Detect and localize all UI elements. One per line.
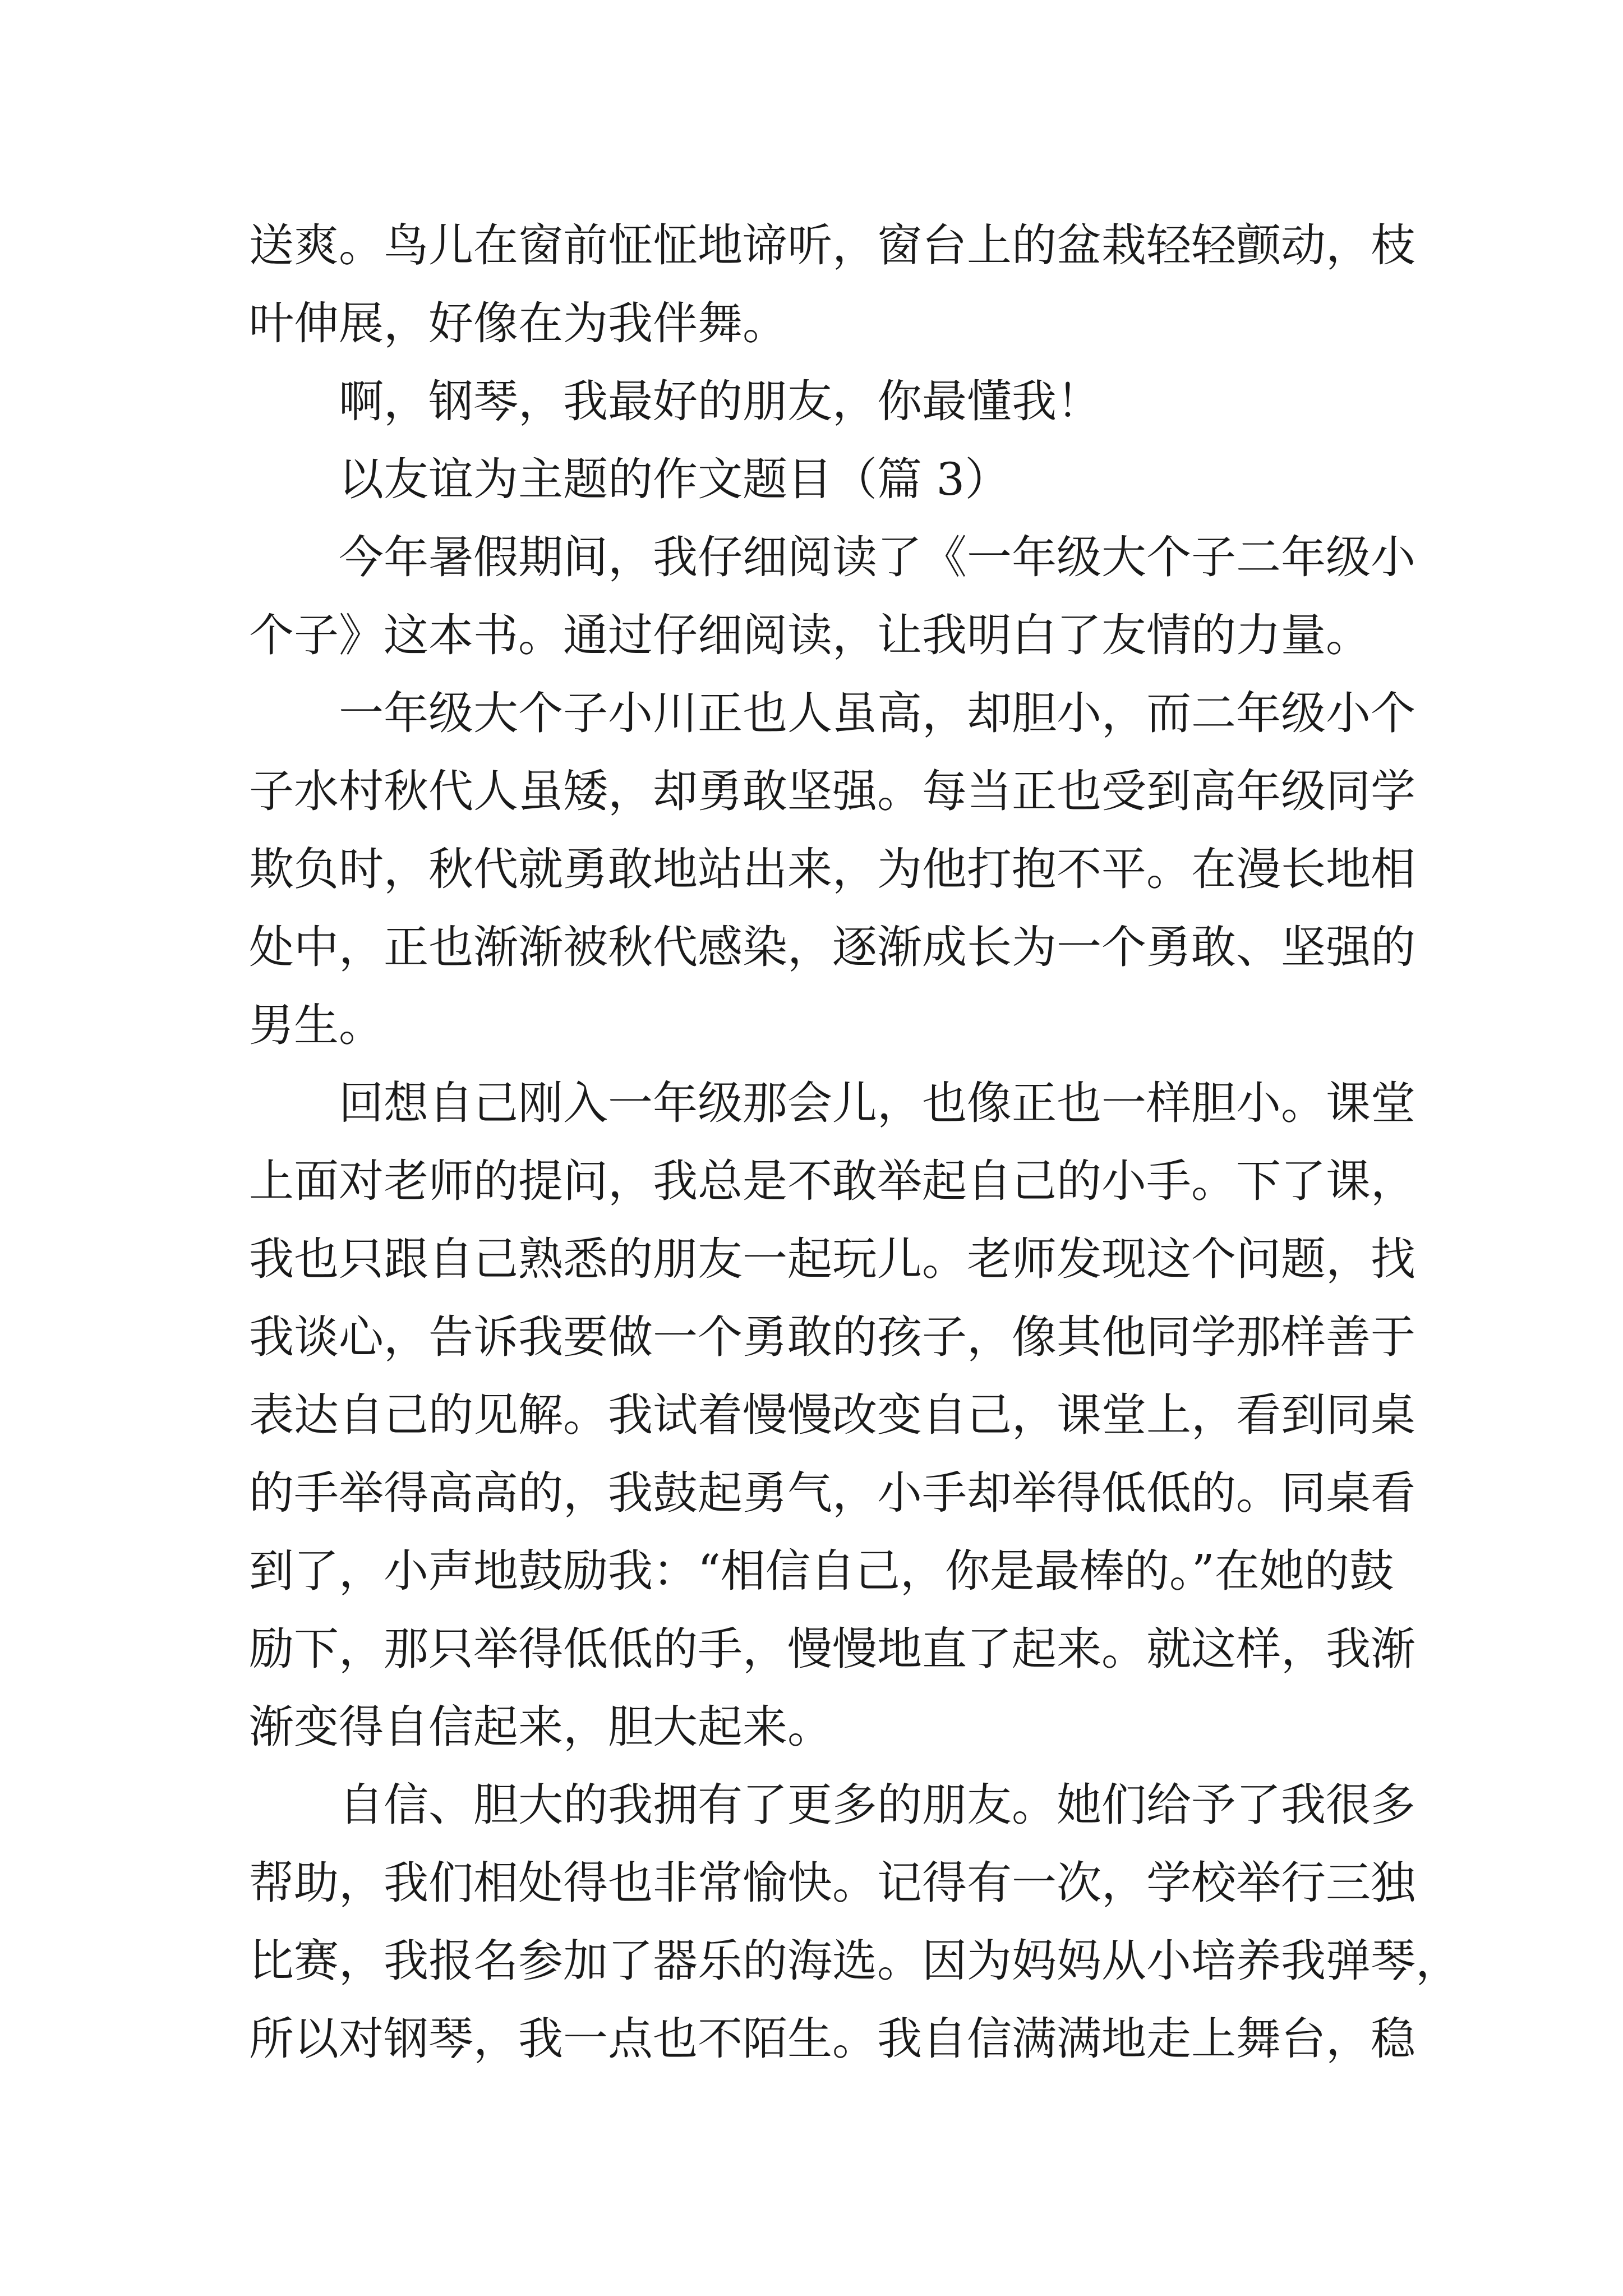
text-line: 自信、胆大的我拥有了更多的朋友。她们给予了我很多 bbox=[339, 1779, 1415, 1831]
text-line: 子水村秋代人虽矮，却勇敢坚强。每当正也受到高年级同学 bbox=[249, 765, 1415, 817]
text-line: 所以对钢琴，我一点也不陌生。我自信满满地走上舞台，稳 bbox=[249, 2013, 1415, 2065]
text-line: 励下，那只举得低低的手，慢慢地直了起来。就这样，我渐 bbox=[249, 1623, 1415, 1675]
text-line: 处中，正也渐渐被秋代感染，逐渐成长为一个勇敢、坚强的 bbox=[249, 921, 1415, 973]
text-line: 到了，小声地鼓励我：“相信自己，你是最棒的。”在她的鼓 bbox=[249, 1545, 1394, 1597]
text-line: 啊，钢琴，我最好的朋友，你最懂我！ bbox=[339, 375, 1101, 427]
text-line: 的手举得高高的，我鼓起勇气，小手却举得低低的。同桌看 bbox=[249, 1467, 1415, 1519]
text-line: 上面对老师的提问，我总是不敢举起自己的小手。下了课， bbox=[249, 1155, 1415, 1207]
text-line: 欺负时，秋代就勇敢地站出来，为他打抱不平。在漫长地相 bbox=[249, 843, 1415, 895]
text-line: 表达自己的见解。我试着慢慢改变自己，课堂上，看到同桌 bbox=[249, 1389, 1415, 1441]
text-line: 我谈心，告诉我要做一个勇敢的孩子，像其他同学那样善于 bbox=[249, 1311, 1415, 1363]
text-line: 渐变得自信起来，胆大起来。 bbox=[249, 1701, 832, 1753]
text-line: 个子》这本书。通过仔细阅读，让我明白了友情的力量。 bbox=[249, 609, 1371, 661]
text-line: 一年级大个子小川正也人虽高，却胆小，而二年级小个 bbox=[339, 687, 1415, 739]
text-line: 叶伸展，好像在为我伴舞。 bbox=[249, 297, 787, 349]
text-line: 以友谊为主题的作文题目（篇 3） bbox=[339, 453, 1010, 505]
text-line: 送爽。鸟儿在窗前怔怔地谛听，窗台上的盆栽轻轻颤动，枝 bbox=[249, 219, 1415, 272]
text-line: 男生。 bbox=[249, 999, 384, 1051]
text-line: 帮助，我们相处得也非常愉快。记得有一次，学校举行三独 bbox=[249, 1857, 1415, 1909]
text-line: 回想自己刚入一年级那会儿，也像正也一样胆小。课堂 bbox=[339, 1077, 1415, 1129]
body-text bbox=[249, 206, 1460, 2078]
text-line: 比赛，我报名参加了器乐的海选。因为妈妈从小培养我弹琴， bbox=[249, 1935, 1460, 1987]
text-line: 我也只跟自己熟悉的朋友一起玩儿。老师发现这个问题，找 bbox=[249, 1233, 1415, 1285]
text-line: 今年暑假期间，我仔细阅读了《一年级大个子二年级小 bbox=[339, 531, 1415, 583]
